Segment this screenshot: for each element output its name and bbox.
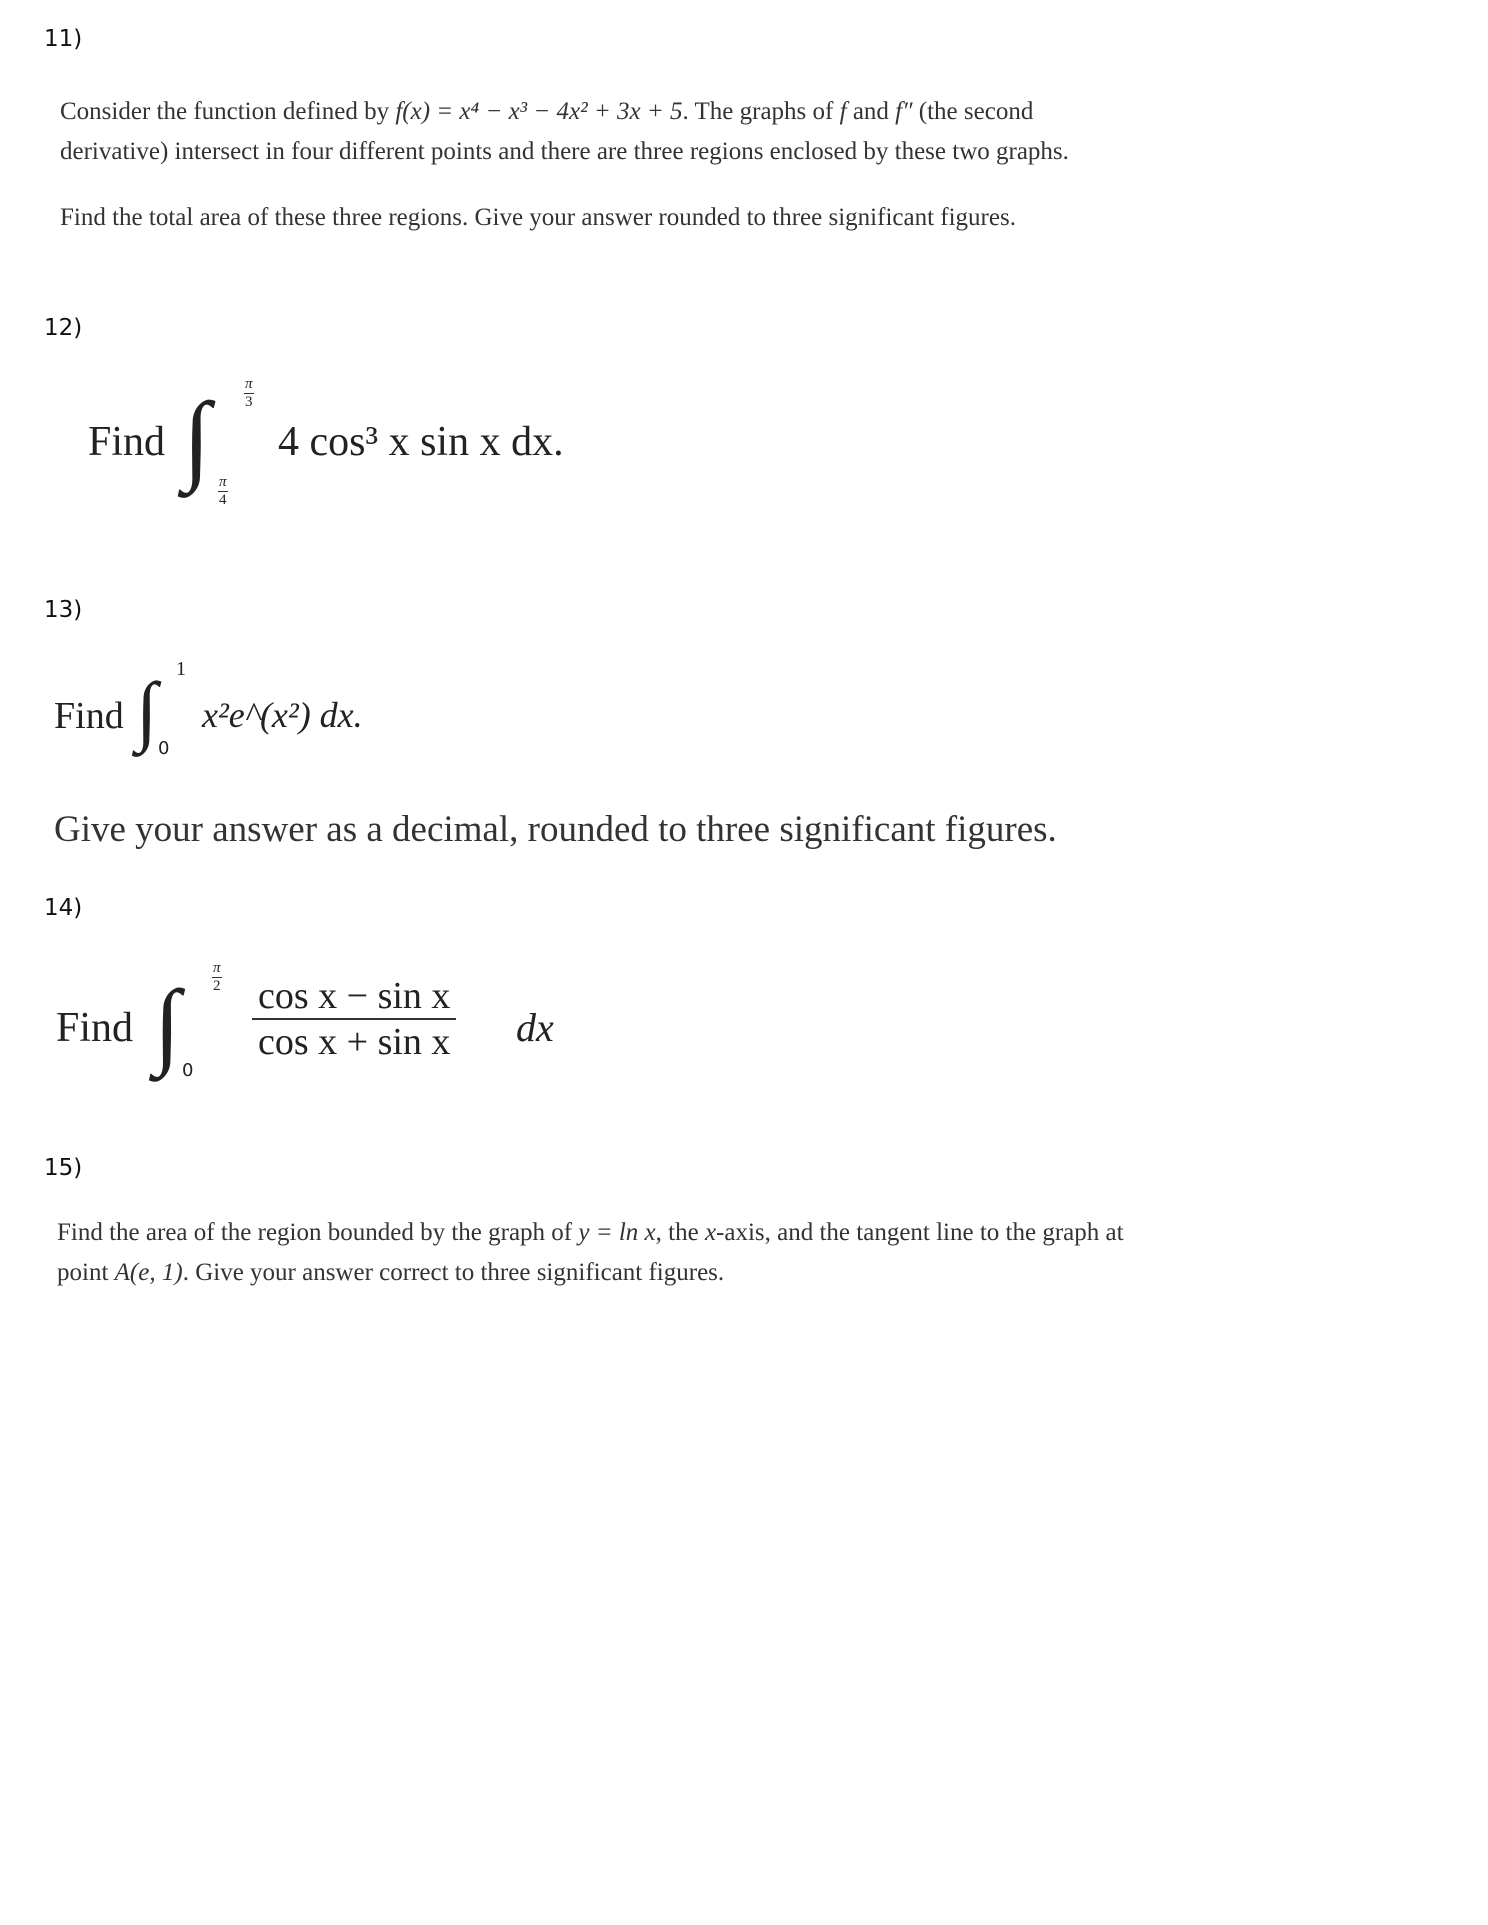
problem-11-paragraph-1: Consider the function defined by f(x) = x⁴ − x³ − 4x² + 3x + 5. The graphs of f and f″ (the second derivative) intersect in four different points and there are three regions enclosed by these two graphs. — [60, 98, 1069, 165]
problem-number-11: 11) — [44, 26, 83, 52]
problem-number-12: 12) — [44, 315, 83, 341]
lower-limit: 0 — [182, 1060, 194, 1081]
integral-sign: ∫ — [154, 970, 181, 1077]
problem-number-13: 13) — [44, 597, 83, 623]
problem-11-text — [60, 92, 1120, 238]
find-label: Find — [88, 419, 166, 465]
problem-13-instruction: Give your answer as a decimal, rounded to three significant figures. — [54, 809, 1057, 850]
upper-limit: $\frac{\pi}{3}$ — [245, 376, 253, 410]
find-label: Find — [54, 695, 124, 737]
problem-14-equation — [56, 960, 756, 1100]
integrand-fraction — [252, 974, 456, 1064]
problem-15-text: Find the area of the region bounded by the graph of y = ln x, the x-axis, and the tangent line to the graph at point A(e, 1). Give your answer correct to three significant figures. — [57, 1219, 1124, 1286]
problem-13-equation — [54, 658, 754, 778]
lower-limit: $\frac{\pi}{4}$ — [219, 474, 227, 508]
problem-number-15: 15) — [44, 1155, 83, 1181]
lower-limit: 0 — [158, 738, 170, 759]
integrand: 4 cos³ x sin x dx. — [278, 419, 564, 465]
upper-limit: $\frac{\pi}{2}$ — [213, 960, 221, 994]
point-A: A(e, 1) — [114, 1259, 183, 1286]
function-y-ln-x: y = ln x — [578, 1219, 656, 1246]
integrand: x²e^(x²) dx. — [202, 695, 363, 735]
integral-sign: ∫ — [183, 382, 211, 493]
find-label: Find — [56, 1005, 134, 1051]
denominator: cos x + sin x — [258, 1021, 451, 1063]
function-definition: f(x) = x⁴ − x³ − 4x² + 3x + 5 — [395, 98, 683, 125]
problem-11-paragraph-2: Find the total area of these three regions. Give your answer rounded to three significant figures. — [60, 204, 1016, 231]
problem-12-equation — [88, 370, 788, 530]
differential: dx — [516, 1005, 554, 1050]
problem-number-14: 14) — [44, 895, 83, 921]
upper-limit: 1 — [176, 658, 186, 680]
integral-sign: ∫ — [136, 666, 158, 753]
numerator: cos x − sin x — [258, 975, 451, 1017]
